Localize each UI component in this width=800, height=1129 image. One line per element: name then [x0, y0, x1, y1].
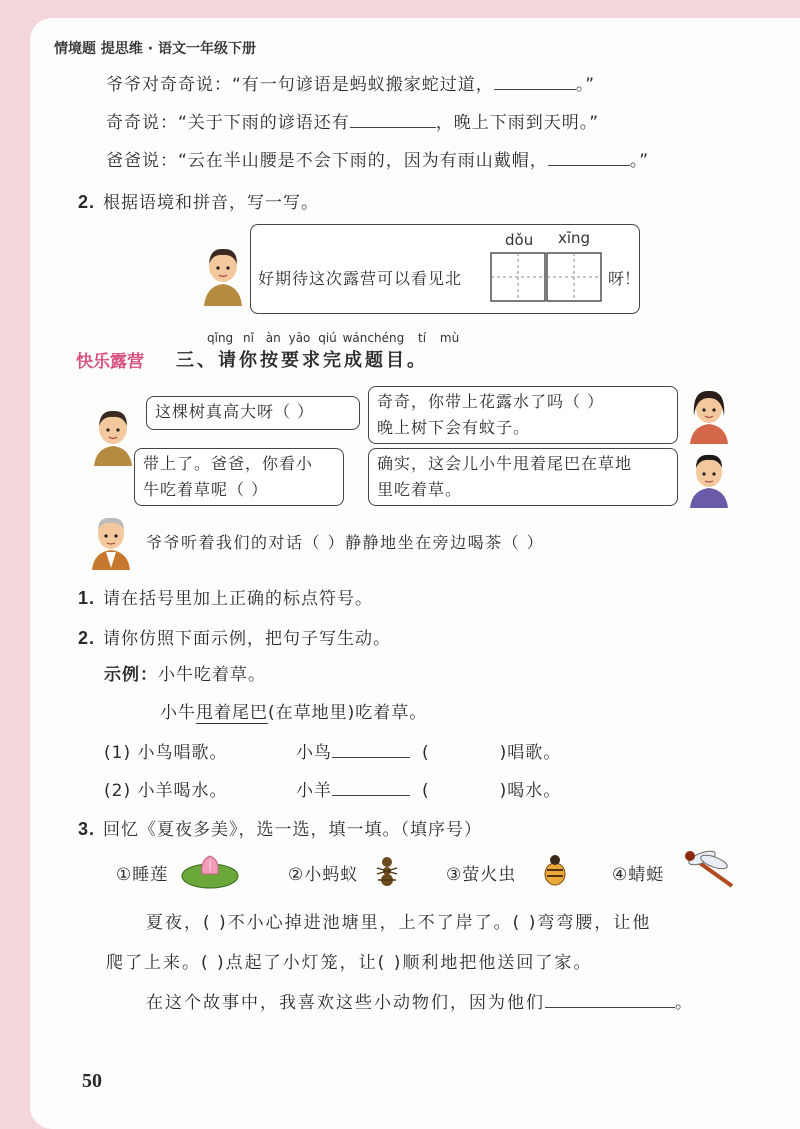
- exercise-1: [104, 738, 227, 763]
- option-2: [288, 860, 358, 885]
- exercise-1-answer: [296, 738, 561, 763]
- speech-bubble-3: [134, 448, 344, 506]
- girl-avatar: [686, 386, 732, 444]
- story-line-3-text: 在这个故事中，我喜欢这些小动物们，因为他们: [146, 993, 545, 1013]
- option-3-label: 萤火虫: [462, 865, 517, 885]
- example-underlined: 甩着尾巴: [196, 703, 268, 723]
- exercise-2-blank[interactable]: [332, 778, 410, 796]
- section-title: 三、请你按要求完成题目。: [176, 350, 428, 371]
- answer-blank-3[interactable]: [548, 148, 630, 166]
- grandpa-sentence: 爷爷听着我们的对话（ ）静静地坐在旁边喝茶（ ）: [146, 533, 545, 552]
- exercise-1-prompt: (1) 小鸟唱歌。: [104, 743, 228, 763]
- story-line-3-end: 。: [675, 993, 694, 1013]
- pinyin-mu: mù: [439, 331, 460, 345]
- exercise-2-prompt: (2) 小羊喝水。: [104, 781, 228, 801]
- exercise-2-open-paren: (: [422, 781, 430, 801]
- proverb-line-1: [106, 70, 595, 95]
- task-3-number: 3.: [78, 819, 96, 839]
- proverb-line-1-end: 。”: [575, 75, 596, 95]
- bubble-2-line-2: 晚上树下会有蚊子。: [377, 418, 531, 437]
- bubble-2-line-1: 奇奇，你带上花露水了吗（ ）: [377, 392, 605, 411]
- question-2: [78, 188, 319, 213]
- section-tag: 快乐露营: [76, 352, 144, 372]
- option-4-label: 蜻蜓: [628, 865, 665, 885]
- character-writing-grid[interactable]: [490, 252, 602, 302]
- proverb-line-3-end: 。”: [629, 151, 650, 171]
- option-2-mark: ②: [288, 865, 305, 885]
- proverb-line-2: [106, 108, 599, 133]
- example-subject: 小牛: [160, 703, 196, 723]
- example-line-1: [104, 660, 266, 685]
- bubble-3-line-1: 带上了。爸爸，你看小: [143, 454, 314, 473]
- example-line-2: [160, 698, 427, 723]
- answer-blank-2[interactable]: [350, 110, 436, 128]
- example-sentence: 小牛吃着草。: [158, 665, 266, 685]
- water-lily-icon: [180, 850, 240, 890]
- bubble-1-text: 这棵树真高大呀（ ）: [155, 402, 315, 421]
- bubble-4-line-2: 里吃着草。: [377, 480, 463, 499]
- section-pinyin: [207, 331, 459, 345]
- story-line-2: 爬了上来。( )点起了小灯笼，让( )顺利地把他送回了家。: [106, 953, 593, 973]
- option-4-mark: ④: [612, 865, 629, 885]
- bubble-3-line-2: 牛吃着草呢（ ）: [143, 480, 269, 499]
- task-2-text: 请你仿照下面示例，把句子写生动。: [103, 629, 392, 649]
- question-number: 2.: [78, 192, 96, 212]
- task-1-text: 请在括号里加上正确的标点符号。: [103, 589, 374, 609]
- example-label: 示例：: [104, 665, 158, 685]
- proverb-line-2-end: ，晚上下雨到天明。”: [435, 113, 600, 133]
- task-2-number: 2.: [78, 628, 96, 648]
- bubble-4-line-1: 确实，这会儿小牛甩着尾巴在草地: [377, 454, 633, 473]
- pinyin-yao: yāo: [288, 331, 311, 345]
- firefly-icon: [536, 852, 574, 888]
- bubble-end: 呀！: [608, 269, 641, 288]
- page-number: 50: [82, 1070, 102, 1092]
- story-answer-blank[interactable]: [545, 990, 675, 1008]
- father-avatar: [686, 450, 732, 508]
- exercise-1-blank[interactable]: [332, 740, 410, 758]
- exercise-1-subject: 小鸟: [296, 743, 332, 763]
- option-1: [116, 860, 168, 885]
- pinyin-ti: tí: [418, 331, 427, 345]
- ant-icon: [372, 854, 402, 886]
- example-rest: (在草地里)吃着草。: [268, 703, 428, 723]
- exercise-2-answer: [296, 776, 561, 801]
- option-2-label: 小蚂蚁: [304, 865, 359, 885]
- exercise-2-subject: 小羊: [296, 781, 332, 801]
- option-3: [446, 860, 516, 885]
- task-1: [78, 584, 373, 609]
- question-2-text: 根据语境和拼音，写一写。: [103, 193, 320, 213]
- task-3: [78, 815, 482, 840]
- answer-blank-1[interactable]: [494, 72, 576, 90]
- speech-bubble-2: [368, 386, 678, 444]
- option-1-mark: ①: [116, 865, 133, 885]
- pinyin-xing: xīng: [558, 229, 591, 247]
- boy-avatar: [200, 244, 246, 306]
- pinyin-qiu: qiú: [318, 331, 337, 345]
- grandpa-avatar: [88, 512, 134, 570]
- pinyin-qing: qǐng: [207, 331, 234, 345]
- task-1-number: 1.: [78, 588, 96, 608]
- pinyin-an: àn: [265, 331, 281, 345]
- task-2: [78, 624, 391, 649]
- option-3-mark: ③: [446, 865, 463, 885]
- boy-avatar-2: [90, 406, 136, 466]
- speech-bubble-4: [368, 448, 678, 506]
- pinyin-cheng: chéng: [367, 331, 405, 345]
- proverb-line-3: [106, 146, 649, 171]
- pinyin-ni: nǐ: [243, 331, 254, 345]
- story-line-3: [146, 988, 694, 1013]
- task-3-text: 回忆《夏夜多美》，选一选，填一填。（填序号）: [103, 820, 483, 840]
- exercise-1-open-paren: (: [422, 743, 430, 763]
- story-line-1: 夏夜，( )不小心掉进池塘里，上不了岸了。( )弯弯腰，让他: [146, 913, 652, 933]
- exercise-2: [104, 776, 227, 801]
- pinyin-wan: wán: [342, 331, 368, 345]
- speech-bubble-1: [146, 396, 360, 430]
- dragonfly-icon: [680, 846, 740, 892]
- exercise-1-end: )唱歌。: [499, 743, 562, 763]
- proverb-line-3-text: 爸爸说：“云在半山腰是不会下雨的，因为有雨山戴帽，: [106, 151, 548, 171]
- exercise-2-end: )喝水。: [499, 781, 562, 801]
- proverb-line-1-text: 爷爷对奇奇说：“有一句谚语是蚂蚁搬家蛇过道，: [106, 75, 494, 95]
- pinyin-dou: dǒu: [505, 231, 534, 249]
- proverb-line-2-text: 奇奇说：“关于下雨的谚语还有: [106, 113, 350, 133]
- bubble-text: 好期待这次露营可以看见北: [258, 269, 463, 288]
- option-1-label: 睡莲: [132, 865, 169, 885]
- option-4: [612, 860, 664, 885]
- page-header: 情境题 提思维 · 语文一年级下册: [54, 41, 256, 57]
